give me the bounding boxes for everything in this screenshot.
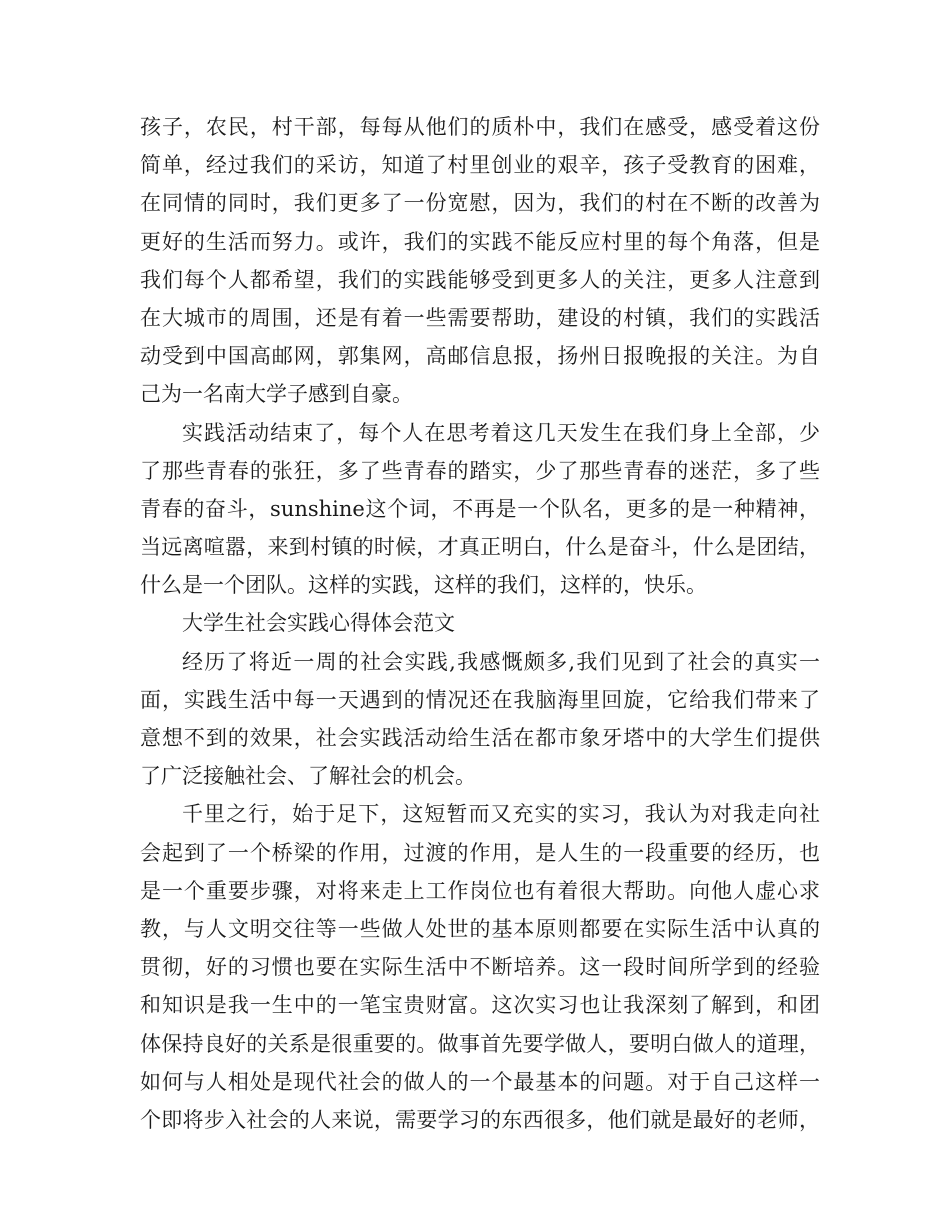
paragraph — [140, 643, 820, 796]
text-line: 在大城市的周围，还是有着一些需要帮助，建设的村镇，我们的实践活 — [140, 305, 820, 330]
text-line: 实践活动结束了，每个人在思考着这几天发生在我们身上全部，少 — [182, 420, 820, 445]
text-line: 简单，经过我们的采访，知道了村里创业的艰辛，孩子受教育的困难， — [140, 153, 820, 178]
text-line: 更好的生活而努力。或许，我们的实践不能反应村里的每个角落，但是 — [140, 229, 820, 254]
text-line: 千里之行，始于足下，这短暂而又充实的实习，我认为对我走向社 — [182, 802, 820, 827]
text-line: 面，实践生活中每一天遇到的情况还在我脑海里回旋，它给我们带来了 — [140, 687, 820, 712]
text-line: 经历了将近一周的社会实践,我感慨颇多,我们见到了社会的真实一 — [182, 649, 820, 674]
text-line: 了广泛接触社会、了解社会的机会。 — [140, 764, 476, 789]
text-line: 动受到中国高邮网，郭集网，高邮信息报，扬州日报晚报的关注。为自 — [140, 344, 820, 369]
text-line: 贯彻，好的习惯也要在实际生活中不断培养。这一段时间所学到的经验 — [140, 955, 820, 980]
text-line: 意想不到的效果，社会实践活动给生活在都市象牙塔中的大学生们提供 — [140, 726, 820, 750]
text-line: 教，与人文明交往等一些做人处世的基本原则都要在实际生活中认真的 — [140, 916, 820, 941]
heading-line: 大学生社会实践心得体会范文 — [182, 611, 455, 636]
paragraph — [140, 795, 820, 1139]
text-line: 了那些青春的张狂，多了些青春的踏实，少了那些青春的迷茫，多了些 — [140, 458, 820, 483]
text-line: 什么是一个团队。这样的实践，这样的我们，这样的，快乐。 — [140, 573, 707, 598]
text-line: 如何与人相处是现代社会的做人的一个最基本的问题。对于自己这样一 — [140, 1069, 820, 1094]
document-body — [140, 108, 820, 1139]
paragraph — [140, 108, 820, 414]
text-line: 己为一名南大学子感到自豪。 — [140, 382, 413, 407]
text-line: 个即将步入社会的人来说，需要学习的东西很多，他们就是最好的老师， — [140, 1107, 820, 1132]
text-line: 在同情的同时，我们更多了一份宽慰，因为，我们的村在不断的改善为 — [140, 191, 820, 216]
section-heading — [140, 604, 820, 642]
text-line: 是一个重要步骤，对将来走上工作岗位也有着很大帮助。向他人虚心求 — [140, 878, 820, 903]
text-line: 当远离喧嚣，来到村镇的时候，才真正明白，什么是奋斗，什么是团结， — [140, 535, 820, 560]
text-line: 我们每个人都希望，我们的实践能够受到更多人的关注，更多人注意到 — [140, 267, 820, 292]
text-line: 和知识是我一生中的一笔宝贵财富。这次实习也让我深刻了解到，和团 — [140, 993, 820, 1018]
text-line: 孩子，农民，村干部，每每从他们的质朴中，我们在感受，感受着这份 — [140, 115, 820, 139]
text-line: 青春的奋斗，sunshine这个词，不再是一个队名，更多的是一种精神， — [140, 496, 820, 521]
paragraph — [140, 414, 820, 605]
text-line: 会起到了一个桥梁的作用，过渡的作用，是人生的一段重要的经历，也 — [140, 840, 820, 865]
text-line: 体保持良好的关系是很重要的。做事首先要学做人，要明白做人的道理， — [140, 1031, 820, 1056]
